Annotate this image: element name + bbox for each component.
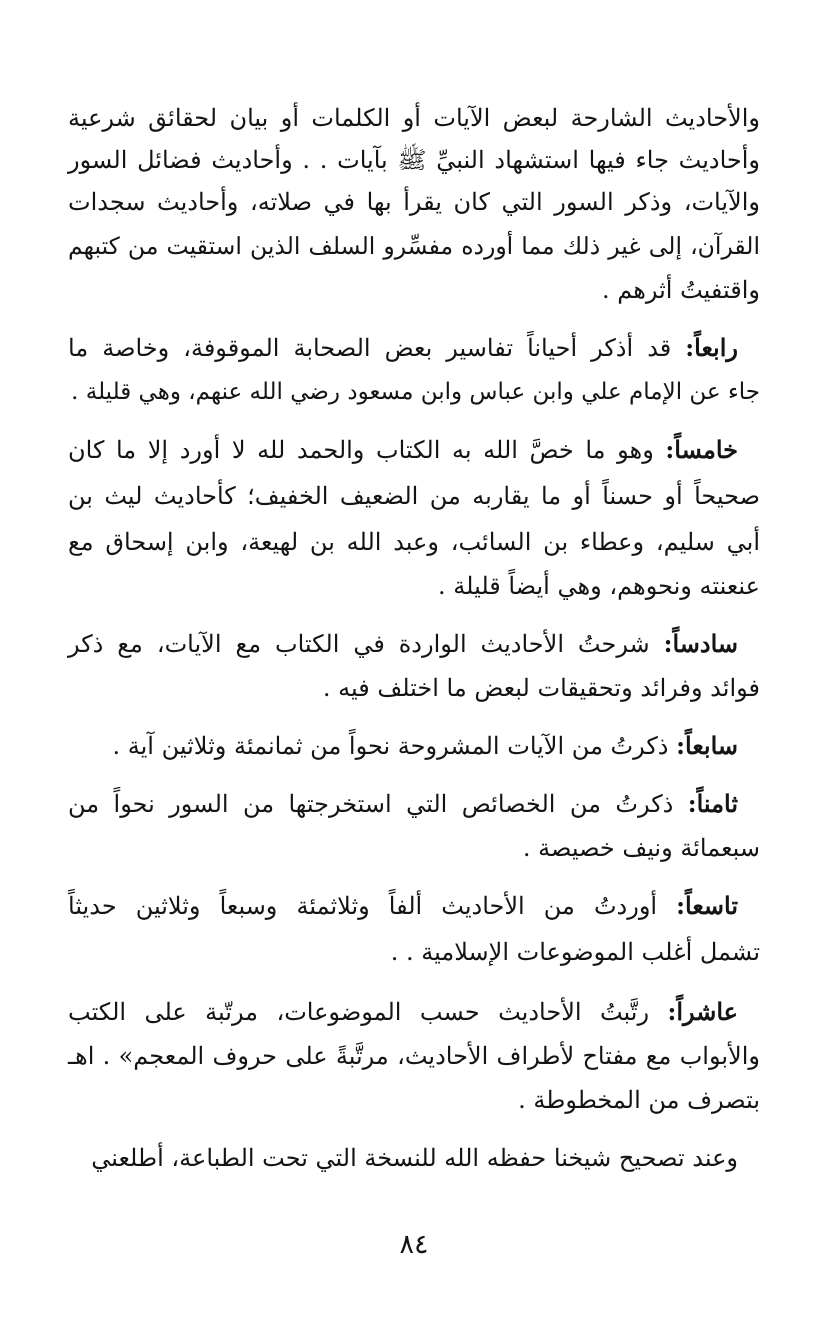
text-line: جاء عن الإمام علي وابن عباس وابن مسعود رضي الله عنهم، وهي قليلة .	[71, 379, 760, 405]
item-7-first-line	[68, 726, 738, 766]
item-8-first-line	[68, 784, 738, 824]
item-9-first-line	[68, 886, 738, 926]
page-number: ٨٤	[399, 1229, 429, 1260]
item-10-text: رتَّبتُ الأحاديث حسب الموضوعات، مرتّبة على الكتب	[68, 998, 650, 1026]
text-line: بتصرف من المخطوطة .	[518, 1086, 760, 1114]
item-10-lead: عاشراً:	[667, 997, 738, 1026]
item-6-text: شرحتُ الأحاديث الواردة في الكتاب مع الآيات، مع ذكر	[68, 630, 650, 658]
item-4-text: قد أذكر أحياناً تفاسير بعض الصحابة الموقوفة، وخاصة ما	[68, 334, 672, 362]
item-5-lead: خامساً:	[665, 435, 738, 464]
item-7-lead: سابعاً:	[676, 731, 738, 760]
item-6-lead: سادساً:	[663, 629, 738, 658]
text-line: والأحاديث الشارحة لبعض الآيات أو الكلمات أو بيان لحقائق شرعية	[68, 104, 760, 132]
text-line: واقتفيتُ أثرهم .	[601, 276, 760, 304]
item-8-text: ذكرتُ من الخصائص التي استخرجتها من السور نحواً من	[68, 790, 674, 818]
item-7-text: ذكرتُ من الآيات المشروحة نحواً من ثمانمئة وثلاثين آية .	[112, 732, 669, 760]
item-10-first-line	[68, 992, 738, 1032]
item-4-lead: رابعاً:	[685, 333, 738, 362]
text-line: صحيحاً أو حسناً أو ما يقاربه من الضعيف الخفيف؛ كأحاديث ليث بن	[68, 482, 760, 510]
text-line: القرآن، إلى غير ذلك مما أورده مفسِّرو السلف الذين استقيت من كتبهم	[68, 232, 760, 260]
item-9-text: أوردتُ من الأحاديث ألفاً وثلاثمئة وسبعاً وثلاثين حديثاً	[68, 892, 658, 920]
item-9-lead: تاسعاً:	[676, 891, 738, 920]
item-6-first-line	[68, 624, 738, 664]
item-8-lead: ثامناً:	[687, 789, 738, 818]
text-line: سبعمائة ونيف خصيصة .	[522, 834, 760, 862]
text-line: أبي سليم، وعطاء بن السائب، وعبد الله بن لهيعة، وابن إسحاق مع	[68, 528, 760, 556]
item-5-first-line	[68, 430, 738, 470]
text-line: وأحاديث جاء فيها استشهاد النبيِّ ﷺ بآيات . . وأحاديث فضائل السور	[68, 146, 760, 174]
text-line: وعند تصحيح شيخنا حفظه الله للنسخة التي تحت الطباعة، أطلعني	[91, 1144, 738, 1172]
item-4-first-line	[68, 328, 738, 368]
text-line: عنعنته ونحوهم، وهي أيضاً قليلة .	[438, 572, 760, 600]
text-line: تشمل أغلب الموضوعات الإسلامية . .	[390, 938, 760, 966]
item-5-text: وهو ما خصَّ الله به الكتاب والحمد لله لا أورد إلا ما كان	[68, 436, 654, 464]
text-line: والأبواب مع مفتاح لأطراف الأحاديث، مرتَّبةً على حروف المعجم» . اهـ	[68, 1042, 760, 1070]
text-line: فوائد وفرائد وتحقيقات لبعض ما اختلف فيه .	[322, 674, 760, 702]
text-line: والآيات، وذكر السور التي كان يقرأ بها في صلاته، وأحاديث سجدات	[68, 188, 760, 216]
